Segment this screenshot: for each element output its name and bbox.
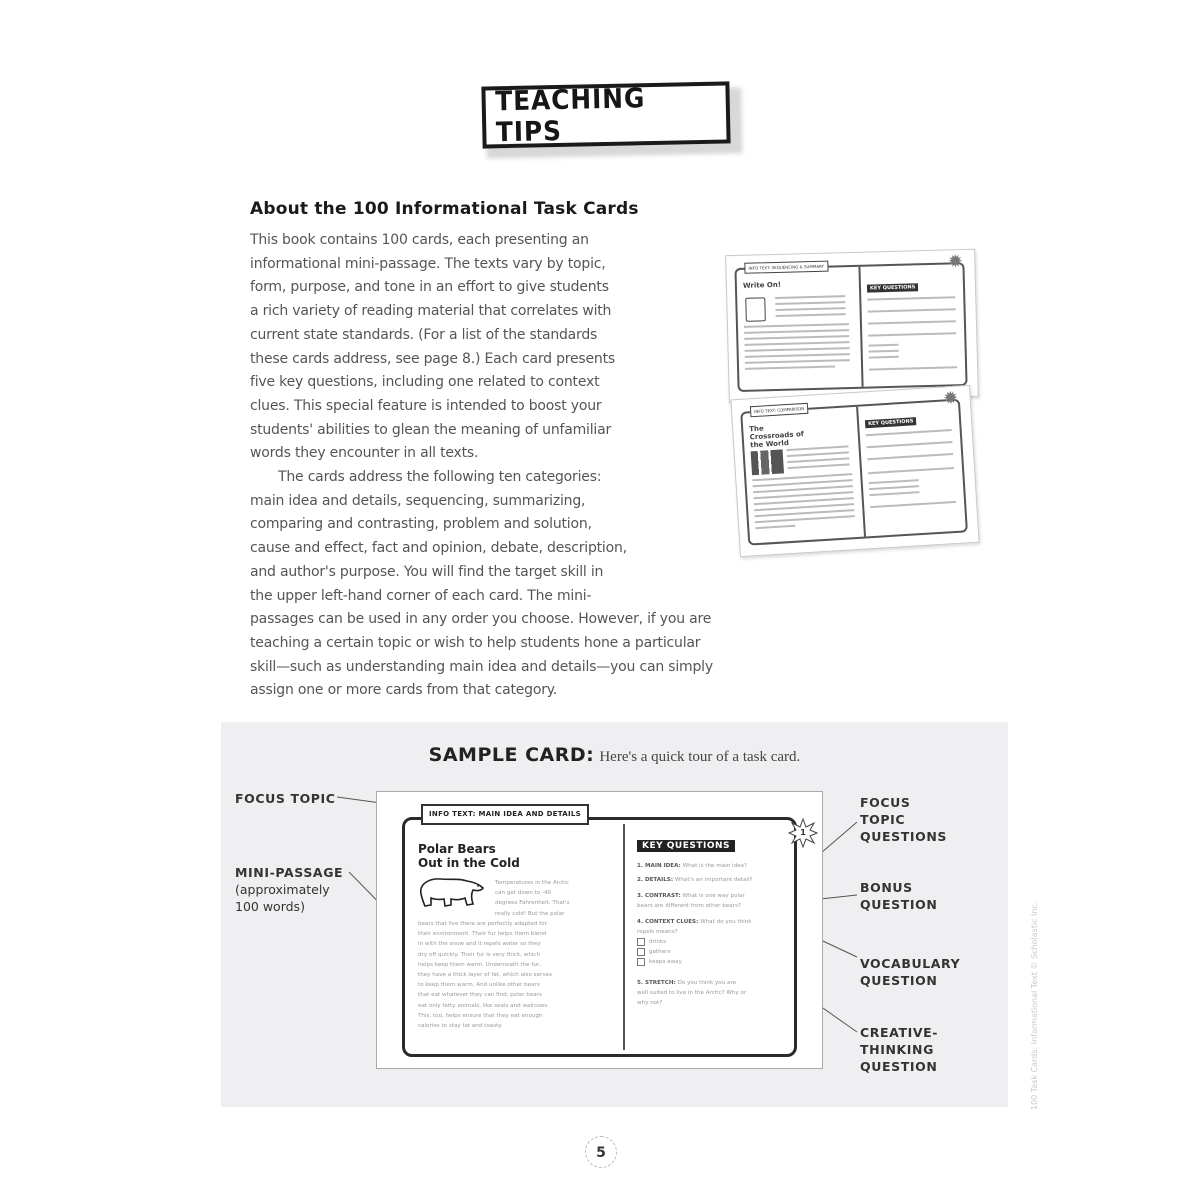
callout-mini-passage-note: 100 words)	[235, 899, 305, 914]
thumbnail-topic-tag: INFO TEXT: SEQUENCING & SUMMARY	[744, 261, 828, 274]
text-line: these cards address, see page 8.) Each card presents	[250, 350, 615, 367]
passage-line: eat only fatty animals, like seals and walruses.	[418, 1002, 549, 1009]
copyright-notice: 100 Task Cards: Informational Text © Scholastic Inc.	[1030, 901, 1039, 1110]
thumbnail-card-crossroads	[730, 385, 979, 557]
paragraph-1	[250, 229, 690, 466]
question-text: repels means?	[637, 929, 678, 935]
question-2	[637, 875, 753, 885]
callout-mini-passage	[235, 864, 343, 915]
passage-line: to keep them warm. And unlike other bears	[418, 982, 540, 989]
vocab-option[interactable]	[637, 957, 751, 967]
question-label: 4. CONTEXT CLUES:	[637, 919, 699, 925]
thumbnail-title: Write On!	[742, 280, 782, 290]
callout-focus-topic-questions	[860, 794, 947, 845]
sample-card-title: SAMPLE CARD:	[428, 744, 595, 766]
question-label: 2. DETAILS:	[637, 877, 674, 883]
callout-mini-passage-note: (approximately	[235, 882, 330, 897]
passage-line: This, too, helps ensure that they eat enough	[418, 1012, 543, 1019]
sample-task-card	[376, 791, 823, 1069]
focus-topic-tag: INFO TEXT: MAIN IDEA AND DETAILS	[421, 804, 589, 825]
skyline-icon	[751, 449, 784, 475]
checkbox[interactable]	[637, 948, 645, 956]
vocab-option[interactable]	[637, 947, 751, 957]
text-line: words they encounter in all texts.	[250, 445, 479, 462]
card-title-line: Polar Bears	[418, 842, 496, 856]
passage-line: really cold! But the polar	[495, 910, 565, 917]
text-line: students' abilities to glean the meaning of unfamiliar	[250, 421, 612, 438]
text-line: cause and effect, fact and opinion, debate, description,	[250, 540, 627, 557]
question-4	[637, 917, 751, 967]
passage-line: calories to stay fat and toasty.	[418, 1023, 503, 1030]
callout-line: QUESTION	[860, 897, 938, 912]
sample-card-subtitle: Here's a quick tour of a task card.	[599, 749, 801, 765]
vocab-option[interactable]	[637, 937, 751, 947]
thumbnail-card-write-on	[725, 249, 979, 403]
key-questions-label: KEY QUESTIONS	[637, 840, 735, 852]
question-text: why not?	[637, 1000, 663, 1006]
callout-line: VOCABULARY	[860, 956, 961, 971]
question-label: 5. STRETCH:	[637, 980, 676, 986]
callout-line: THINKING	[860, 1042, 934, 1057]
text-line: This book contains 100 cards, each presenting an	[250, 232, 589, 248]
text-line: main idea and details, sequencing, summarizing,	[250, 492, 586, 509]
text-line: comparing and contrasting, problem and solution,	[250, 516, 592, 533]
text-line: informational mini-passage. The texts vary by topic,	[250, 255, 606, 272]
option-text: drinks	[649, 939, 667, 945]
option-text: gathers	[649, 949, 671, 955]
page-number: 5	[585, 1136, 617, 1168]
text-line: clues. This special feature is intended to boost your	[250, 397, 602, 414]
checkbox[interactable]	[637, 938, 645, 946]
thumbnail-key-questions-label: KEY QUESTIONS	[867, 283, 918, 292]
text-line: teaching a certain topic or wish to help students hone a particular	[250, 634, 701, 651]
option-text: keeps away	[649, 959, 682, 965]
card-title-line: Out in the Cold	[418, 856, 520, 870]
callout-line: QUESTION	[860, 973, 938, 988]
question-label: 1. MAIN IDEA:	[637, 863, 681, 869]
text-line: and author's purpose. You will find the target skill in	[250, 563, 604, 580]
passage-line: can get down to -40	[495, 890, 552, 897]
text-line: passages can be used in any order you choose. However, if you are	[250, 611, 712, 628]
passage-line: they have a thick layer of fat, which also serves	[418, 972, 552, 979]
question-5	[637, 978, 746, 1008]
callout-line: QUESTION	[860, 1059, 938, 1074]
callout-focus-topic: FOCUS TOPIC	[235, 791, 336, 806]
pencil-paper-icon	[745, 297, 766, 322]
question-text: Do you think you are	[677, 980, 737, 986]
checkbox[interactable]	[637, 958, 645, 966]
text-line: The cards address the following ten categories:	[278, 469, 602, 485]
passage-line: Temperatures in the Arctic	[495, 880, 569, 886]
burst-icon: ✹	[942, 387, 959, 410]
card-title	[418, 842, 520, 870]
card-divider	[623, 824, 625, 1050]
passage-line: degrees Fahrenheit. That's	[495, 900, 570, 907]
question-text: What's an important detail?	[674, 877, 753, 883]
passage-wrap-text	[495, 878, 569, 919]
question-1	[637, 861, 747, 871]
text-line: skill—such as understanding main idea and details—you can simply	[250, 658, 713, 675]
text-line: a rich variety of reading material that correlates with	[250, 303, 612, 320]
thumbnail-key-questions-label: KEY QUESTIONS	[865, 417, 917, 428]
question-text: What is one way polar	[682, 893, 745, 899]
burst-icon: ✹	[947, 251, 964, 273]
callout-line: CREATIVE-	[860, 1025, 939, 1040]
callout-bonus-question	[860, 879, 937, 913]
text-line: assign one or more cards from that category.	[250, 682, 558, 699]
callout-creative-thinking-question	[860, 1024, 938, 1075]
passage-line: their environment. Their fur helps them blend	[418, 931, 547, 938]
card-number: 1	[800, 828, 806, 837]
callout-line: TOPIC	[860, 812, 906, 827]
teaching-tips-banner	[481, 81, 730, 148]
passage-line: dry off quickly. Their fur is very thick, which	[418, 951, 541, 958]
text-line: five key questions, including one related to context	[250, 374, 600, 391]
paragraph-2	[250, 466, 790, 703]
thumbnail-frame	[740, 398, 968, 545]
card-frame	[402, 810, 806, 1057]
text-line: form, purpose, and tone in an effort to give students	[250, 279, 609, 296]
passage-line: helps keep them warm. Underneath the fur,	[418, 961, 541, 968]
thumbnail-topic-tag: INFO TEXT: COMPARISON	[750, 403, 809, 418]
text-line: current state standards. (For a list of the standards	[250, 326, 598, 343]
thumbnail-frame	[734, 262, 967, 392]
callout-line: BONUS	[860, 880, 913, 895]
text-line: the upper left-hand corner of each card. The mini-	[250, 587, 592, 604]
question-text: What is the main idea?	[682, 863, 747, 869]
question-label: 3. CONTRAST:	[637, 893, 681, 899]
callout-vocabulary-question	[860, 955, 960, 989]
passage-line: in with the snow and it repels water so they	[418, 941, 541, 948]
question-text: bears are different from other bears?	[637, 903, 741, 909]
sample-card-panel	[221, 722, 1008, 1107]
passage-line: bears that live there are perfectly adapted for	[418, 921, 547, 927]
callout-line: QUESTIONS	[860, 829, 947, 844]
question-3	[637, 891, 745, 911]
thumbnail-divider	[858, 267, 863, 387]
question-text: What do you think	[700, 919, 752, 925]
passage-text	[418, 919, 552, 1031]
section-heading: About the 100 Informational Task Cards	[250, 199, 639, 219]
callout-mini-passage-label: MINI-PASSAGE	[235, 865, 344, 880]
banner-title: TEACHING TIPS	[494, 83, 646, 149]
callout-line: FOCUS	[860, 795, 911, 810]
passage-line: that eat whatever they can find, polar bears	[418, 992, 542, 999]
polar-bear-icon	[415, 872, 487, 912]
question-text: well suited to live in the Arctic? Why or	[637, 990, 747, 996]
thumbnail-title: The Crossroads of the World	[749, 424, 805, 450]
